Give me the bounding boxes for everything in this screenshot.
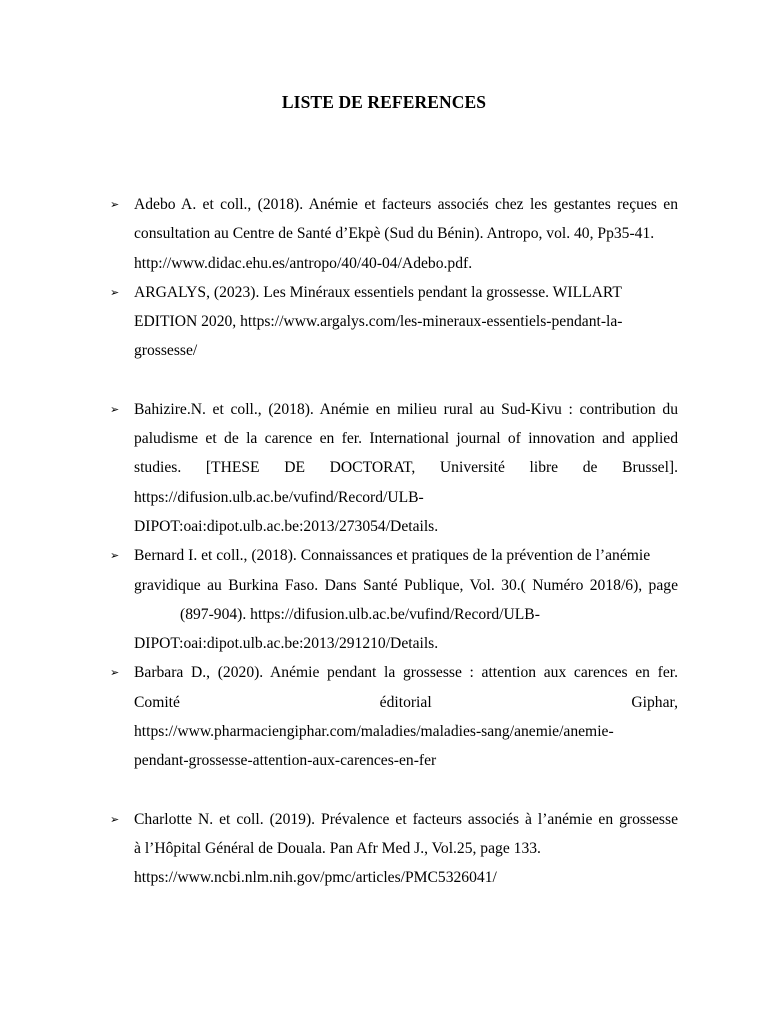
reference-url-line: pendant-grossesse-attention-aux-carences-en-fer — [134, 752, 437, 770]
reference-item-adebo — [110, 190, 678, 278]
reference-url-line: https://difusion.ulb.ac.be/vufind/Record/ULB- — [134, 488, 424, 506]
arrow-bullet-icon: ➢ — [110, 198, 120, 211]
reference-list — [0, 190, 768, 893]
reference-item-argalys — [110, 278, 678, 366]
reference-text-line: Bahizire.N. et coll., (2018). Anémie en milieu rural au Sud-Kivu : contribution du — [134, 400, 678, 418]
reference-url-line: https://www.ncbi.nlm.nih.gov/pmc/articles/PMC5326041/ — [134, 869, 497, 887]
reference-text-line: paludisme et de la carence en fer. International journal of innovation and applied — [134, 430, 678, 448]
arrow-bullet-icon: ➢ — [110, 549, 120, 563]
reference-text-line: Barbara D., (2020). Anémie pendant la grossesse : attention aux carences en fer. — [134, 664, 678, 682]
reference-text-line: gravidique au Burkina Faso. Dans Santé Publique, Vol. 30.( Numéro 2018/6), page — [134, 576, 678, 594]
reference-url-line: https://www.pharmaciengiphar.com/maladies/maladies-sang/anemie/anemie- — [134, 723, 614, 741]
arrow-bullet-icon: ➢ — [110, 402, 120, 416]
reference-item-barbara — [110, 658, 678, 775]
reference-text-line: EDITION 2020, https://www.argalys.com/les-mineraux-essentiels-pendant-la- — [134, 313, 623, 331]
reference-text-line: à l’Hôpital Général de Douala. Pan Afr Med J., Vol.25, page 133. — [134, 839, 541, 857]
reference-url-line: (897-904). https://difusion.ulb.ac.be/vufind/Record/ULB- — [180, 605, 540, 623]
arrow-bullet-icon: ➢ — [110, 812, 120, 826]
reference-text-line: Bernard I. et coll., (2018). Connaissances et pratiques de la prévention de l’anémie — [134, 547, 651, 565]
reference-text-line: Comité éditorial Giphar, — [134, 693, 678, 711]
reference-text-line: Adebo A. et coll., (2018). Anémie et facteurs associés chez les gestantes reçues en — [134, 196, 678, 213]
reference-text-line: consultation au Centre de Santé d’Ekpè (Sud du Bénin). Antropo, vol. 40, Pp35-41. — [134, 225, 655, 243]
reference-item-charlotte — [110, 805, 678, 893]
reference-url-line: DIPOT:oai:dipot.ulb.ac.be:2013/273054/Details. — [134, 517, 439, 535]
reference-text-line: ARGALYS, (2023). Les Minéraux essentiels pendant la grossesse. WILLART — [134, 283, 622, 301]
page-title: LISTE DE REFERENCES — [281, 92, 487, 112]
reference-url-line: grossesse/ — [134, 342, 198, 360]
reference-text-line: Charlotte N. et coll. (2019). Prévalence et facteurs associés à l’anémie en grossesse — [134, 810, 678, 828]
arrow-bullet-icon: ➢ — [110, 285, 120, 299]
reference-item-bernard — [110, 541, 678, 658]
reference-text-line: studies. [THESE DE DOCTORAT, Université libre de Brussel]. — [134, 459, 678, 477]
arrow-bullet-icon: ➢ — [110, 666, 120, 680]
reference-url-line: http://www.didac.ehu.es/antropo/40/40-04/Adebo.pdf. — [134, 254, 473, 272]
reference-item-bahizire — [110, 395, 678, 541]
reference-url-line: DIPOT:oai:dipot.ulb.ac.be:2013/291210/Details. — [134, 635, 439, 653]
